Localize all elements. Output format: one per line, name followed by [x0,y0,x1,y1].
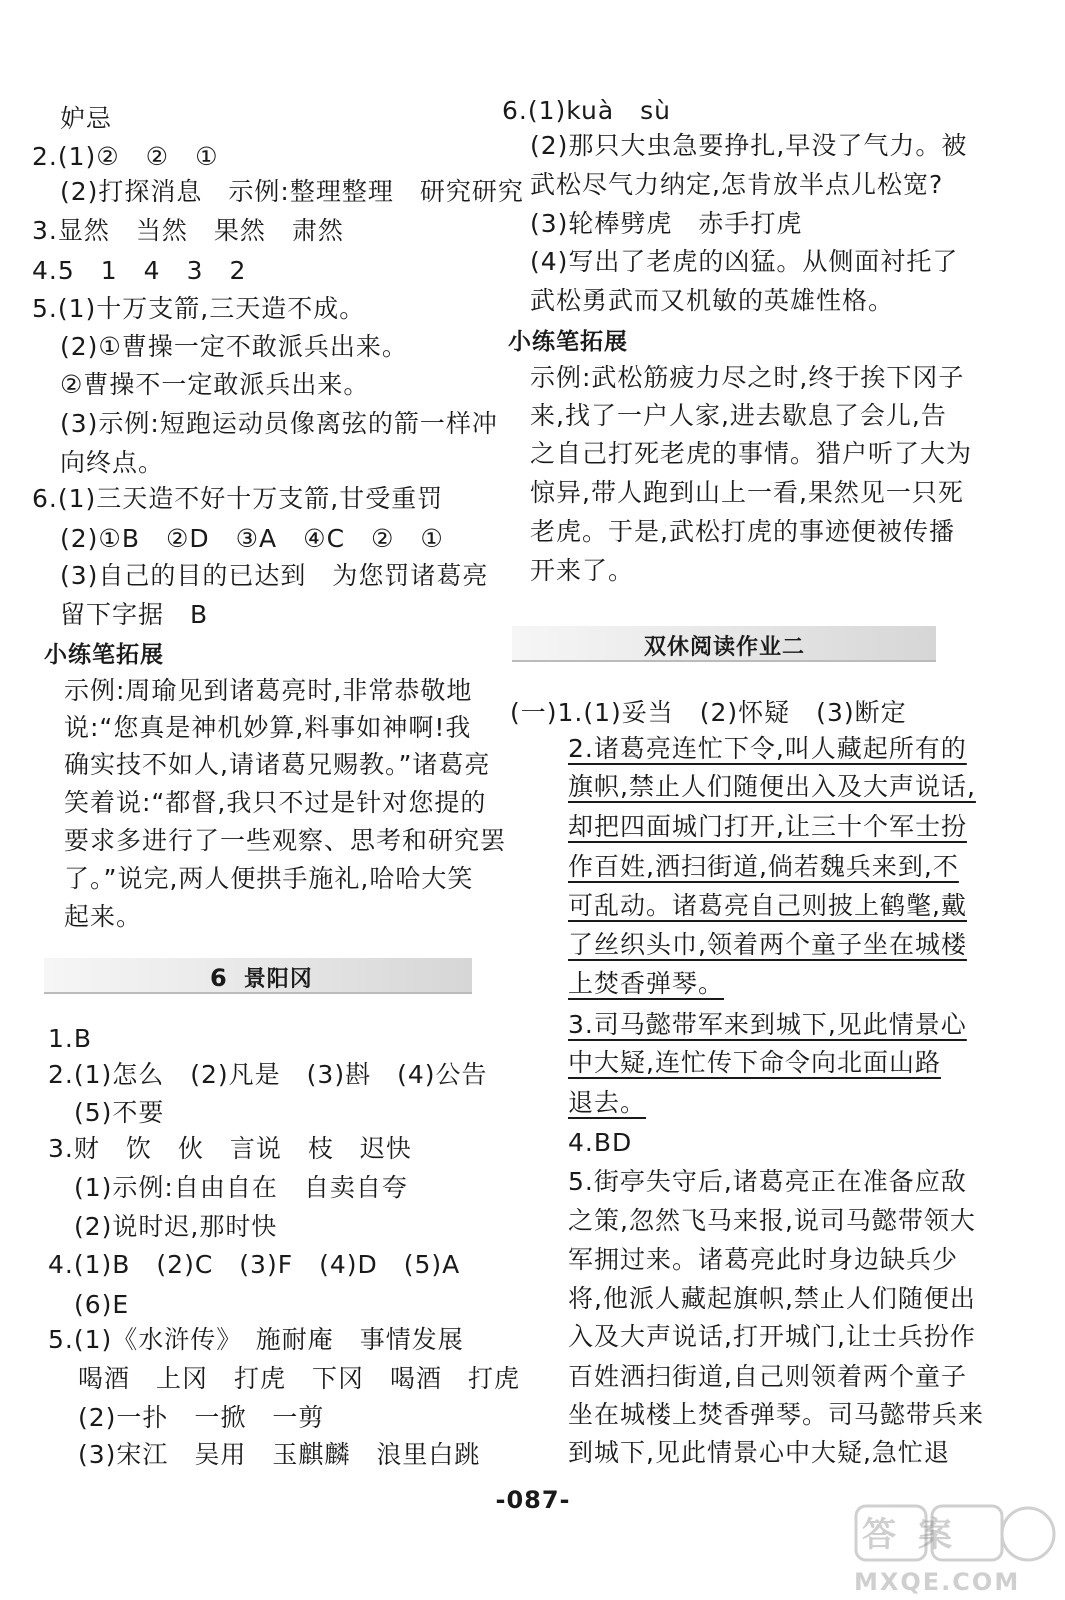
extension-line: 起来。 [64,902,143,931]
underlined-answer-line: 却把四面城门打开,让三十个军士扮 [568,812,967,841]
extension-line: 了。”说完,两人便拱手施礼,哈哈大笑 [64,864,474,893]
answer-line: 喝酒 上冈 打虎 下冈 喝酒 打虎 [78,1364,521,1393]
extension-heading: 小练笔拓展 [508,329,628,355]
extension-line: 笑着说:“都督,我只不过是针对您提的 [64,788,487,817]
answer-line: 5.(1)十万支箭,三天造不成。 [32,294,366,323]
extension-line: 确实技不如人,请诸葛兄赐教。”诸葛亮 [64,750,491,779]
extension-line: 说:“您真是神机妙算,料事如神啊!我 [64,713,472,742]
answer-line: 向终点。 [60,448,165,477]
extension-line: 要求多进行了一些观察、思考和研究罢 [64,826,507,855]
answer-line: 2.(1)怎么 (2)凡是 (3)斟 (4)公告 [48,1060,488,1089]
answer-line: 武松勇武而又机敏的英雄性格。 [530,286,895,315]
extension-line: 来,找了一户人家,进去歇息了会儿,告 [530,401,947,430]
answer-line: 4.5 1 4 3 2 [32,256,247,285]
answer-line: 妒忌 [60,104,113,133]
watermark-chars: 答案 [862,1515,974,1555]
answer-line: 2.(1)② ② ① [32,142,219,171]
extension-line: 之自己打死老虎的事情。猎户听了大为 [530,439,973,468]
extension-line: 老虎。于是,武松打虎的事迹便被传播 [530,517,955,546]
underlined-answer-line: 旗帜,禁止人们随便出入及大声说话, [568,772,976,801]
section-title: 双休阅读作业二 [644,635,806,660]
answer-line: 军拥过来。诸葛亮此时身边缺兵少 [568,1245,959,1274]
answer-line: (2)①曹操一定不敢派兵出来。 [60,332,408,361]
lesson-banner-text [210,962,313,993]
answer-line: 3.显然 当然 果然 肃然 [32,216,344,245]
answer-line: 3.财 饮 伙 言说 枝 迟快 [48,1134,412,1163]
answer-line: (5)不要 [74,1098,165,1127]
underlined-answer-line: 3.司马懿带军来到城下,见此情景心 [568,1010,967,1039]
underlined-answer-line: 中大疑,连忙传下命令向北面山路 [568,1048,941,1077]
answer-line: (3)宋江 吴用 玉麒麟 浪里白跳 [78,1440,481,1469]
underlined-answer-line: 退去。 [568,1088,647,1117]
underlined-answer-line: 了丝织头巾,领着两个童子坐在城楼 [568,930,967,959]
answer-line: 4.BD [568,1128,633,1157]
underlined-answer-line: 上焚香弹琴。 [568,969,725,998]
watermark-url: MXQE.COM [854,1568,1021,1596]
extension-heading: 小练笔拓展 [44,642,164,668]
lesson-title: 景阳冈 [243,967,313,992]
answer-line: (2)那只大虫急要挣扎,早没了气力。被 [530,131,968,160]
watermark-logo [840,1500,1060,1596]
answer-line: (4)写出了老虎的凶猛。从侧面衬托了 [530,247,959,276]
answer-line: 4.(1)B (2)C (3)F (4)D (5)A [48,1250,461,1279]
answer-line: ②曹操不一定敢派兵出来。 [60,370,370,399]
answer-line: (2)打探消息 示例:整理整理 研究研究 [60,177,524,206]
watermark-circle [1002,1508,1054,1560]
answer-line: (2)①B ②D ③A ④C ② ① [60,524,444,553]
answer-line: (6)E [74,1290,130,1319]
answer-line: 入及大声说话,打开城门,让士兵扮作 [568,1322,976,1351]
extension-line: 惊异,带人跑到山上一看,果然见一只死 [530,478,964,507]
underlined-answer-line: 2.诸葛亮连忙下令,叫人藏起所有的 [568,734,967,763]
answer-line: 将,他派人藏起旗帜,禁止人们随便出 [568,1284,976,1313]
answer-line: (2)一扑 一掀 一剪 [78,1403,325,1432]
extension-line: 开来了。 [530,556,635,585]
answer-line: (3)轮棒劈虎 赤手打虎 [530,209,803,238]
answer-line: 留下字据 B [60,600,209,629]
answer-line: 5.街亭失守后,诸葛亮正在准备应敌 [568,1167,967,1196]
underlined-answer-line: 可乱动。诸葛亮自己则披上鹤氅,戴 [568,891,967,920]
answer-line: 到城下,见此情景心中大疑,急忙退 [568,1438,950,1467]
underlined-answer-line: 作百姓,洒扫街道,倘若魏兵来到,不 [568,852,959,881]
lesson-banner [44,958,472,994]
page-number: -087- [495,1486,571,1514]
extension-line: 示例:武松筋疲力尽之时,终于挨下冈子 [530,363,965,392]
answer-line: 6.(1)三天造不好十万支箭,甘受重罚 [32,484,444,513]
answer-line: 1.B [48,1024,93,1053]
answer-line: (2)说时迟,那时快 [74,1212,278,1241]
section-banner [512,626,936,662]
answer-line: 之策,忽然飞马来报,说司马懿带领大 [568,1206,976,1235]
answer-line: 5.(1)《水浒传》 施耐庵 事情发展 [48,1325,464,1354]
answer-line: (一)1.(1)妥当 (2)怀疑 (3)断定 [510,698,907,727]
answer-line: 坐在城楼上焚香弹琴。司马懿带兵来 [568,1400,985,1429]
lesson-number: 6 [210,964,228,992]
answer-line: 武松尽气力纳定,怎肯放半点儿松宽? [530,170,944,199]
answer-line: 百姓洒扫街道,自己则领着两个童子 [568,1362,967,1391]
answer-line: (3)示例:短跑运动员像离弦的箭一样冲 [60,409,498,438]
extension-line: 示例:周瑜见到诸葛亮时,非常恭敬地 [64,676,473,705]
answer-line: (3)自己的目的已达到 为您罚诸葛亮 [60,561,489,590]
answer-line: 6.(1)kuà sù [502,96,672,125]
answer-line: (1)示例:自由自在 自卖自夸 [74,1173,408,1202]
